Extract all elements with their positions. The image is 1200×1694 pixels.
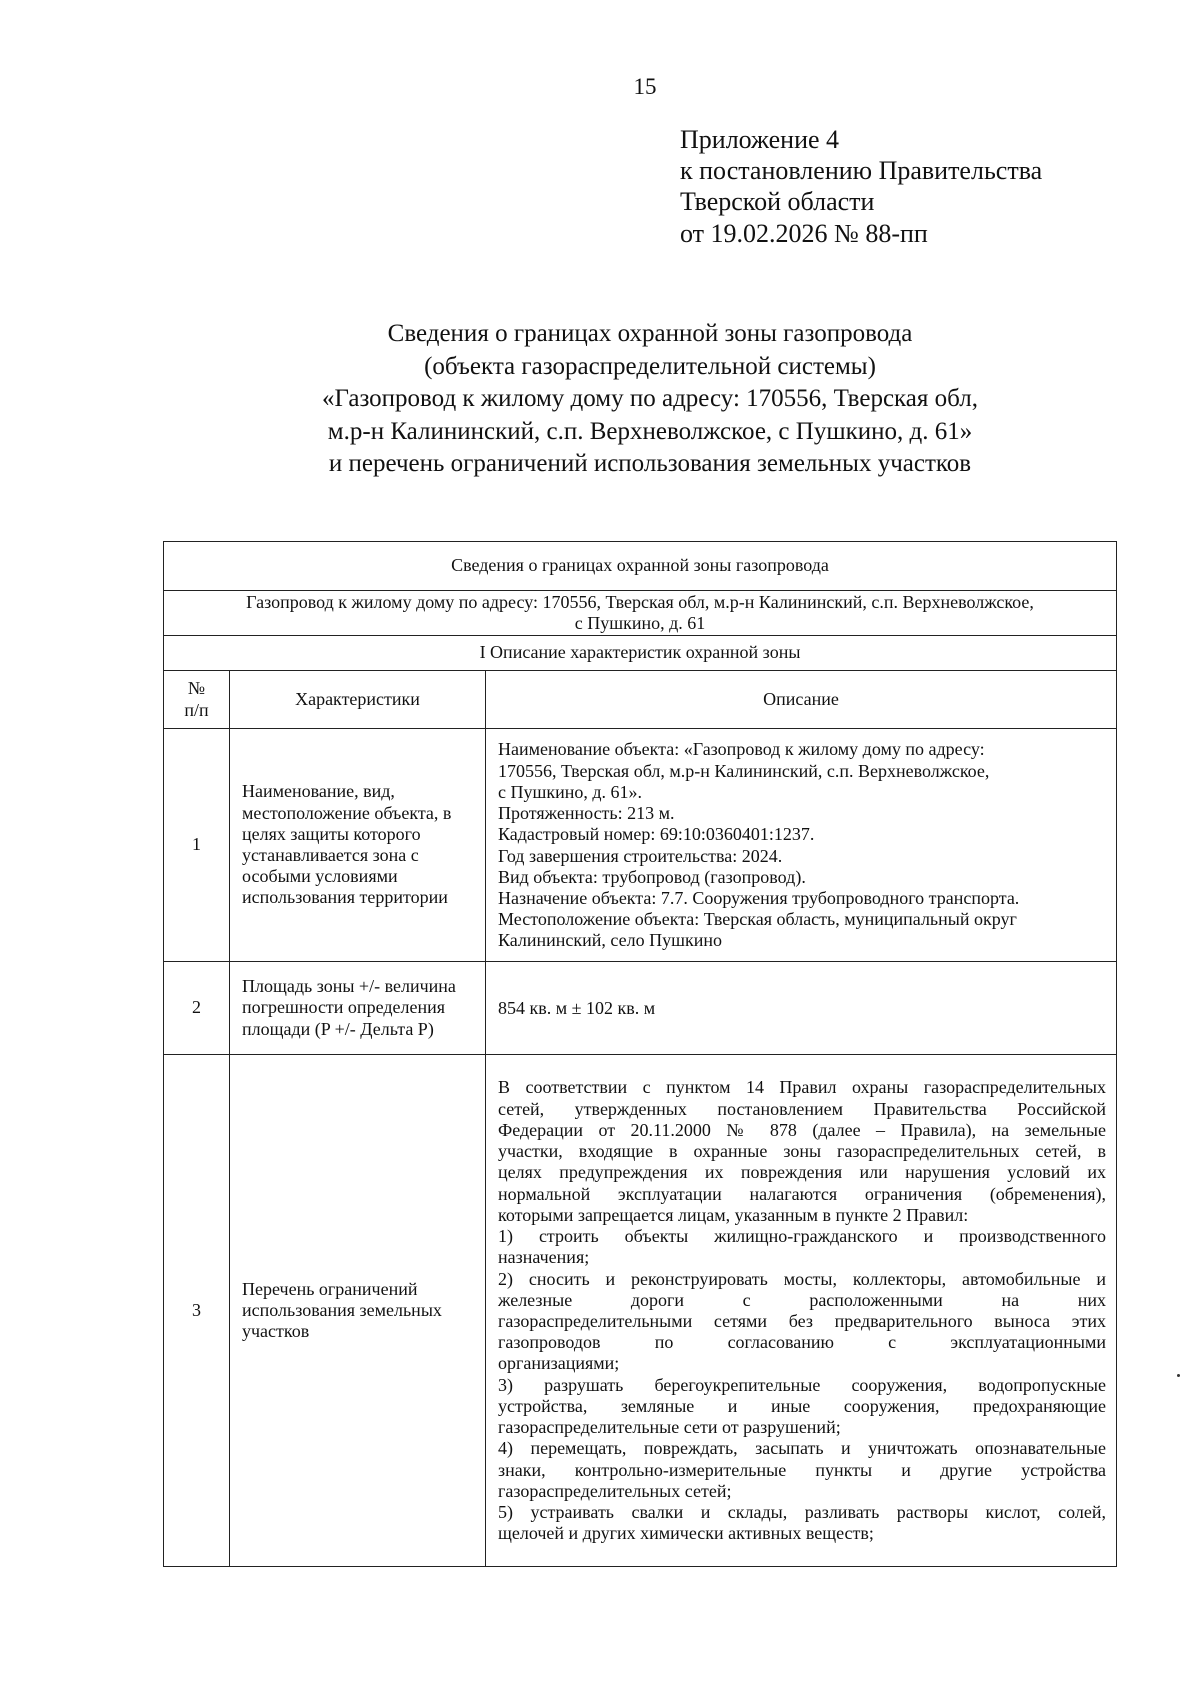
- description-line: железные дороги с расположенными на них: [498, 1289, 1106, 1310]
- table-row: [164, 962, 1117, 1055]
- description-line: щелочей и других химически активных веществ;: [498, 1523, 874, 1544]
- description-line: знаки, контрольно-измерительные пункты и другие устройства: [498, 1459, 1106, 1480]
- appendix-line: Приложение 4: [680, 125, 840, 154]
- column-header-number: [164, 671, 230, 729]
- description-line: 5) устраивать свалки и склады, разливать растворы кислот, солей,: [498, 1502, 1106, 1523]
- description-line: Назначение объекта: 7.7. Сооружения трубопроводного транспорта.: [498, 887, 1020, 908]
- row-description: [486, 1055, 1117, 1567]
- description-line: Год завершения строительства: 2024.: [498, 845, 783, 866]
- description-line: организациями;: [498, 1353, 620, 1374]
- title-line: (объекта газораспределительной системы): [424, 352, 876, 380]
- title-line: «Газопровод к жилому дому по адресу: 170556, Тверская обл,: [322, 385, 978, 412]
- description-line: Кадастровый номер: 69:10:0360401:1237.: [498, 824, 815, 845]
- description-line: 1) строить объекты жилищно-гражданского и производственного: [498, 1226, 1106, 1247]
- document-title: [150, 318, 1150, 481]
- column-header-number-line: п/п: [184, 699, 209, 720]
- row-number: 3: [164, 1055, 230, 1567]
- table-row: [164, 1055, 1117, 1567]
- row-number: 1: [164, 729, 230, 962]
- column-header-number-line: №: [187, 678, 206, 699]
- table-title: Сведения о границах охранной зоны газопровода: [164, 542, 1117, 591]
- description-line: Федерации от 20.11.2000 № 878 (далее – Правила), на земельные: [498, 1119, 1106, 1140]
- description-line: Местоположение объекта: Тверская область, муниципальный округ: [498, 909, 1017, 930]
- title-line: и перечень ограничений использования земельных участков: [328, 450, 972, 477]
- row-characteristic: Площадь зоны +/- величина погрешности определения площади (P +/- Дельта P): [230, 962, 486, 1055]
- appendix-header: [680, 124, 1042, 249]
- row-characteristic: Наименование, вид, местоположение объекта, в целях защиты которого устанавливается зона с особыми условиями использования территории: [230, 729, 486, 962]
- appendix-line: Тверской области: [680, 187, 875, 217]
- column-header-characteristics: Характеристики: [230, 671, 486, 729]
- description-line: 170556, Тверская обл, м.р-н Калининский, с.п. Верхневолжское,: [498, 760, 990, 781]
- description-line: 4) перемещать, повреждать, засыпать и уничтожать опознавательные: [498, 1438, 1106, 1459]
- section-heading: I Описание характеристик охранной зоны: [164, 636, 1117, 671]
- description-line: Протяженность: 213 м.: [498, 803, 675, 824]
- description-line: назначения;: [498, 1247, 590, 1268]
- address-line: с Пушкино, д. 61: [574, 613, 706, 633]
- address-line: Газопровод к жилому дому по адресу: 170556, Тверская обл, м.р-н Калининский, с.п. Верхневолжское,: [246, 591, 1034, 612]
- appendix-line: от 19.02.2026 № 88-пп: [680, 218, 928, 248]
- description-line: Вид объекта: трубопровод (газопровод).: [498, 866, 806, 887]
- description-line: В соответствии с пунктом 14 Правил охраны газораспределительных: [498, 1077, 1106, 1098]
- scan-speck: [1177, 1374, 1180, 1377]
- description-line: 2) сносить и реконструировать мосты, коллекторы, автомобильные и: [498, 1268, 1106, 1289]
- description-line: газопроводов по согласованию с эксплуатационными: [498, 1332, 1106, 1353]
- row-characteristic: Перечень ограничений использования земельных участков: [230, 1055, 486, 1567]
- table-address: [164, 591, 1117, 636]
- row-number: 2: [164, 962, 230, 1055]
- row-description: [486, 729, 1117, 962]
- description-line: газораспределительными сетями без предварительного выноса этих: [498, 1311, 1106, 1331]
- page-number: 15: [633, 74, 657, 99]
- column-header-description: Описание: [486, 671, 1117, 729]
- table-row: [164, 729, 1117, 962]
- title-line: м.р-н Калининский, с.п. Верхневолжское, с Пушкино, д. 61»: [327, 417, 973, 445]
- description-line: газораспределительные сети от разрушений;: [498, 1417, 841, 1438]
- description-line: с Пушкино, д. 61».: [498, 781, 643, 802]
- description-line: Калининский, село Пушкино: [498, 930, 722, 951]
- description-line: газораспределительных сетей;: [498, 1480, 732, 1501]
- description-line: нормальной эксплуатации налагаются ограничения (обременения),: [498, 1183, 1106, 1204]
- description-line: сетей, утвержденных постановлением Правительства Российской: [498, 1098, 1106, 1119]
- description-line: которыми запрещается лицам, указанным в пункте 2 Правил:: [498, 1204, 969, 1225]
- description-line: участки, входящие в охранные зоны газораспределительных сетей, в: [498, 1141, 1106, 1162]
- description-line: целях предупреждения их повреждения или нарушения условий их: [498, 1162, 1106, 1183]
- description-line: 3) разрушать берегоукрепительные сооружения, водопропускные: [498, 1374, 1106, 1395]
- title-line: Сведения о границах охранной зоны газопровода: [387, 320, 913, 347]
- row-description: 854 кв. м ± 102 кв. м: [486, 962, 1117, 1055]
- description-line: устройства, земляные и иные сооружения, предохраняющие: [498, 1395, 1106, 1416]
- description-line: Наименование объекта: «Газопровод к жилому дому по адресу:: [498, 739, 985, 760]
- appendix-line: к постановлению Правительства: [680, 156, 1043, 186]
- protection-zone-table: [163, 541, 1117, 1567]
